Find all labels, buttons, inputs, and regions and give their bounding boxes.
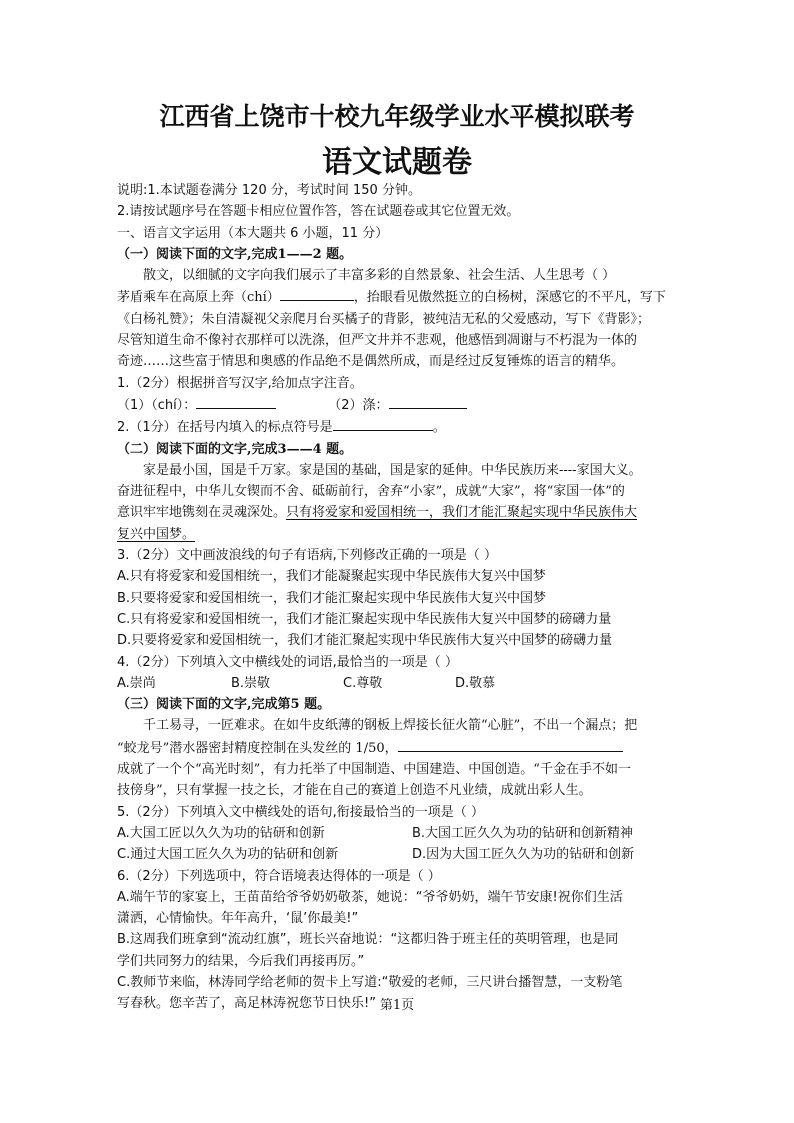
passage1-line-3: 《白杨礼赞》；朱自清凝视父亲爬月台买橘子的背影，被纯洁无私的父爱感动，写下《背影》；	[117, 311, 651, 327]
q6-option-c-line-1[interactable]: C.教师节来临，林涛同学给老师的贺卡上写道:“敬爱的老师，三尺讲台播智慧，一支粉笔	[117, 974, 623, 990]
passage1-blank[interactable]	[280, 286, 354, 301]
q4-option-c[interactable]: C.尊敬	[343, 675, 383, 691]
passage2-line-3a: 意识牢牢地镌刻在灵魂深处。	[117, 505, 287, 521]
passage3-line-2a: “蛟龙号”潜水器密封精度控制在头发丝的 1/50，	[117, 740, 398, 756]
question-1: 1.（2分）根据拼音写汉字,给加点字注音。	[117, 375, 363, 391]
q5-options-row-2	[117, 844, 682, 865]
q2-text: 2.（1分）在括号内填入的标点符号是	[117, 420, 333, 436]
q1-part-b-blank[interactable]	[389, 394, 467, 409]
q2-end: 。	[432, 420, 446, 436]
q5-option-a[interactable]: A.大国工匠以久久为功的钻研和创新	[117, 825, 325, 841]
q5-option-d[interactable]: D.因为大国工匠久久为功的钻研和创新	[412, 847, 635, 863]
passage3-line-3: 成就了一个个“高光时刻”，有力托举了中国制造、中国建造、中国创造。“千金在手不如一	[117, 762, 631, 778]
question-1-answers	[117, 394, 682, 416]
passage2-line-1: 家是最小国，国是千万家。家是国的基础，国是家的延伸。中华民族历来----家国大义。	[143, 462, 642, 478]
question-2	[117, 416, 682, 438]
q6-option-a-line-1[interactable]: A.端午节的家宴上，王苗苗给爷爷奶奶敬茶，她说：“爷爷奶奶，端午节安康!祝你们生活	[117, 889, 623, 905]
passage1-line-1: 散文，以细腻的文字向我们展示了丰富多彩的自然景象、社会生活、人生思考（ ）	[143, 268, 616, 284]
q1-part-b-label: （2）涤：	[328, 397, 389, 413]
q6-option-a-line-2[interactable]: 潇洒，心情愉快。年年高升，‘鼠’你最美!”	[117, 911, 359, 927]
q5-option-b[interactable]: B.大国工匠久久为功的钻研和创新精神	[412, 825, 634, 841]
q3-option-d[interactable]: D.只要将爱家和爱国相统一，我们才能汇聚起实现中华民族伟大复兴中国梦的磅礴力量	[117, 633, 613, 649]
page-number: 第1页	[379, 998, 415, 1013]
passage3-line-4: 技傍身”，只有掌握一技之长，才能在自己的赛道上创造不凡业绩，成就出彩人生。	[117, 783, 592, 799]
part1-heading: （一）阅读下面的文字,完成1——2 题。	[117, 246, 353, 262]
passage3-line-2	[117, 737, 682, 759]
q3-option-c[interactable]: C.只有将爱家和爱国相统一，我们才能汇聚起实现中华民族伟大复兴中国梦的磅礴力量	[117, 611, 612, 627]
passage1-line-2a: 茅盾乘车在高原上奔（chí）	[117, 290, 280, 306]
instructions-line-2: 2.请按试题序号在答题卡相应位置作答，答在试题卷或其它位置无效。	[117, 204, 520, 220]
passage3-blank[interactable]	[398, 737, 623, 752]
exam-content	[117, 180, 682, 1015]
exam-subtitle: 语文试题卷	[322, 145, 472, 180]
q6-option-b-line-2[interactable]: 学们共同努力的结果，今后我们再接再厉。”	[117, 953, 365, 969]
q6-option-b-line-1[interactable]: B.这周我们班拿到“流动红旗”，班长兴奋地说：“这都归咎于班主任的英明管理，也是同	[117, 932, 619, 948]
section-heading: 一、语言文字运用（本大题共 6 小题，11 分）	[117, 225, 389, 241]
passage1-line-2b: ，抬眼看见傲然挺立的白杨树，深感它的不平凡，写下	[353, 290, 666, 306]
part2-heading: （二）阅读下面的文字,完成3——4 题。	[117, 441, 353, 457]
passage2-line-3	[117, 502, 682, 523]
q4-option-d[interactable]: D.敬慕	[455, 675, 496, 691]
question-6: 6.（2分）下列选项中，符合语境表达得体的一项是（ ）	[117, 868, 441, 884]
q4-options	[117, 673, 682, 694]
exam-title: 江西省上饶市十校九年级学业水平模拟联考	[159, 102, 635, 131]
instructions-line-1: 说明:1.本试题卷满分 120 分，考试时间 150 分钟。	[117, 183, 421, 198]
q4-option-b[interactable]: B.崇敬	[231, 675, 271, 691]
passage1-line-5: 奇迹……这些富于情思和奥感的作品绝不是偶然所成，而是经过反复锤炼的语言的精华。	[117, 354, 625, 370]
q6-option-c-line-2[interactable]: 写春秋。您辛苦了，高足林涛祝您节日快乐!”	[117, 996, 376, 1012]
question-3: 3.（2分）文中画波浪线的句子有语病,下列修改正确的一项是（ ）	[117, 548, 497, 564]
question-5: 5.（2分）下列填入文中横线处的语句,衔接最恰当的一项是（ ）	[117, 804, 484, 820]
question-4: 4.（2分）下列填入文中横线处的词语,最恰当的一项是（ ）	[117, 654, 458, 670]
passage2-line-2: 奋进征程中，中华儿女锲而不舍、砥砺前行，舍弃“小家”，成就“大家”，将“家国一体”的	[117, 484, 625, 500]
q5-options-row-1	[117, 823, 682, 844]
q2-blank[interactable]	[333, 416, 433, 431]
passage3-line-1: 千工易寻，一匠难求。在如牛皮纸薄的钢板上焊接长征火箭“心脏”，不出一个漏点；把	[143, 718, 638, 734]
q3-option-b[interactable]: B.只要将爱家和爱国相统一，我们才能汇聚起实现中华民族伟大复兴中国梦	[117, 590, 547, 606]
passage1-line-2	[117, 286, 682, 308]
passage2-line-4: 复兴中国梦。	[117, 526, 196, 542]
q3-option-a[interactable]: A.只有将爱家和爱国相统一，我们才能凝聚起实现中华民族伟大复兴中国梦	[117, 569, 546, 585]
q5-option-c[interactable]: C.通过大国工匠久久为功的钻研和创新	[117, 847, 339, 863]
wavy-sentence: 只有将爱家和爱国相统一，我们才能汇聚起实现中华民族伟大	[286, 505, 638, 521]
part3-heading: （三）阅读下面的文字,完成第5 题。	[117, 697, 331, 713]
q4-option-a[interactable]: A.崇尚	[117, 675, 156, 691]
q1-part-a-blank[interactable]	[196, 394, 276, 409]
q1-part-a-label: （1）（chí）：	[117, 397, 197, 413]
passage1-line-4: 尽管知道生命不像衬衣那样可以洗涤，但严文井并不悲观，他感悟到凋谢与不朽混为一体的	[117, 333, 638, 349]
